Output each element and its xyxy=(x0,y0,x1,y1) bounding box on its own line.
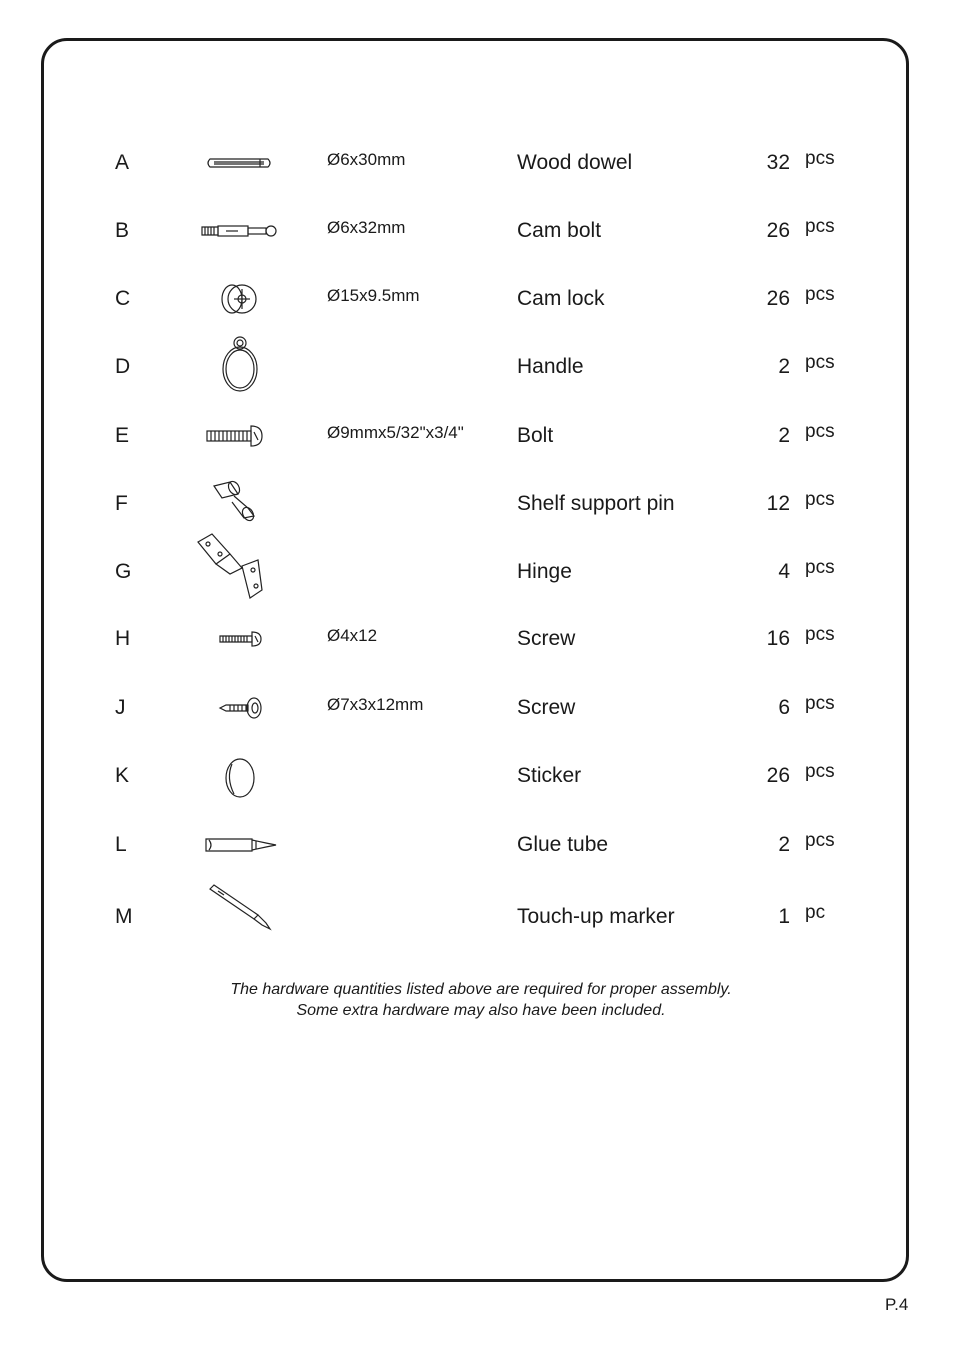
part-quantity: 12 xyxy=(766,492,790,515)
part-quantity: 4 xyxy=(778,560,790,583)
part-letter: D xyxy=(115,355,131,378)
part-unit: pcs xyxy=(805,421,835,442)
list-item xyxy=(0,484,954,524)
part-spec: Ø15x9.5mm xyxy=(327,286,420,305)
part-name: Handle xyxy=(517,355,584,378)
part-letter: E xyxy=(115,424,130,447)
part-quantity: 26 xyxy=(766,287,790,310)
part-letter: A xyxy=(115,151,130,174)
glue-tube-icon xyxy=(190,813,280,877)
part-quantity: 26 xyxy=(766,764,790,787)
part-spec: Ø9mmx5/32"x3/4" xyxy=(327,423,464,442)
part-name: Screw xyxy=(517,696,576,719)
part-quantity: 6 xyxy=(778,696,790,719)
part-quantity: 2 xyxy=(778,424,790,447)
part-unit: pcs xyxy=(805,557,835,578)
part-name: Touch-up marker xyxy=(517,905,675,928)
part-unit: pcs xyxy=(805,624,835,645)
list-item xyxy=(0,688,954,728)
part-name: Wood dowel xyxy=(517,151,633,174)
sticker-icon xyxy=(190,744,280,808)
list-item xyxy=(0,552,954,592)
part-unit: pcs xyxy=(805,761,835,782)
pan-screw-icon xyxy=(190,676,280,740)
list-item xyxy=(0,416,954,456)
part-spec: Ø4x12 xyxy=(327,626,378,645)
part-quantity: 16 xyxy=(766,627,790,650)
part-quantity: 32 xyxy=(766,151,790,174)
part-letter: J xyxy=(115,696,126,719)
part-quantity: 1 xyxy=(778,905,790,928)
part-name: Screw xyxy=(517,627,576,650)
part-letter: L xyxy=(115,833,127,856)
list-item xyxy=(0,211,954,251)
shelf-pin-icon xyxy=(190,472,280,536)
part-name: Glue tube xyxy=(517,833,609,856)
list-item xyxy=(0,619,954,659)
part-unit: pcs xyxy=(805,830,835,851)
part-spec: Ø6x32mm xyxy=(327,218,406,237)
part-letter: M xyxy=(115,905,133,928)
part-unit: pcs xyxy=(805,352,835,373)
part-quantity: 2 xyxy=(778,833,790,856)
part-quantity: 2 xyxy=(778,355,790,378)
part-spec: Ø7x3x12mm xyxy=(327,695,424,714)
part-letter: K xyxy=(115,764,130,787)
page-number: P.4 xyxy=(885,1295,909,1314)
list-item xyxy=(0,279,954,319)
part-name: Hinge xyxy=(517,560,572,583)
flat-screw-icon xyxy=(190,607,280,671)
part-unit: pc xyxy=(805,902,826,923)
part-name: Bolt xyxy=(517,424,554,447)
hardware-note-line-1: The hardware quantities listed above are required for proper assembly. xyxy=(230,981,732,998)
list-item xyxy=(0,756,954,796)
list-item xyxy=(0,143,954,183)
list-item xyxy=(0,347,954,387)
part-name: Cam lock xyxy=(517,287,605,310)
list-item xyxy=(0,825,954,865)
ring-handle-icon xyxy=(190,335,280,399)
part-name: Cam bolt xyxy=(517,219,602,242)
part-quantity: 26 xyxy=(766,219,790,242)
part-letter: H xyxy=(115,627,131,650)
part-letter: G xyxy=(115,560,132,583)
cam-lock-icon xyxy=(190,267,280,331)
hardware-note-line-2: Some extra hardware may also have been included. xyxy=(296,1002,666,1019)
part-unit: pcs xyxy=(805,489,835,510)
touch-up-marker-icon xyxy=(190,885,280,949)
part-spec: Ø6x30mm xyxy=(327,150,406,169)
part-name: Shelf support pin xyxy=(517,492,675,515)
list-item xyxy=(0,897,954,937)
bolt-icon xyxy=(190,404,280,468)
hinge-icon xyxy=(190,540,280,604)
part-letter: C xyxy=(115,287,131,310)
part-letter: F xyxy=(115,492,128,515)
part-name: Sticker xyxy=(517,764,582,787)
part-unit: pcs xyxy=(805,148,835,169)
cam-bolt-icon xyxy=(190,199,280,263)
part-unit: pcs xyxy=(805,284,835,305)
part-unit: pcs xyxy=(805,693,835,714)
part-letter: B xyxy=(115,219,130,242)
wood-dowel-icon xyxy=(190,131,280,195)
part-unit: pcs xyxy=(805,216,835,237)
